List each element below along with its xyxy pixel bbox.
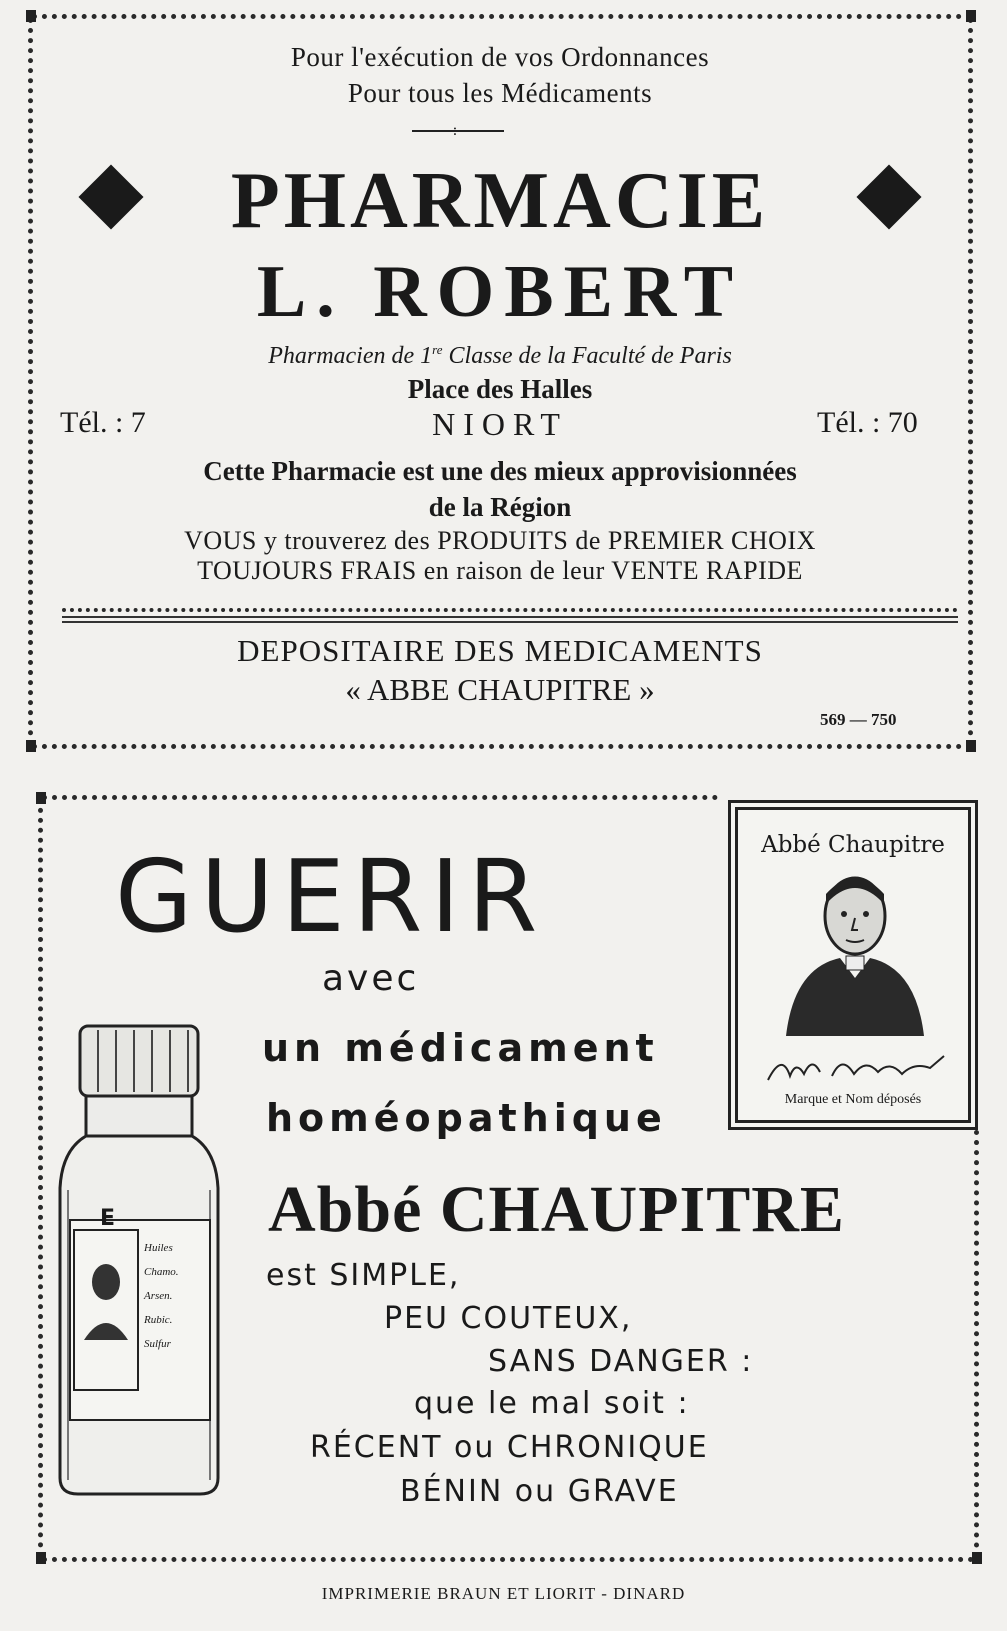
top-border	[42, 795, 718, 800]
diamond-ornament-right	[856, 164, 921, 229]
corner-ornament	[36, 792, 46, 804]
pharmacy-title: PHARMACIE	[230, 157, 770, 245]
bottle-label-line: Chamo.	[144, 1266, 179, 1278]
tel-right: Tél. : 70	[817, 406, 918, 439]
bottle-label-line: Huiles	[144, 1242, 173, 1254]
claim-benin: BÉNIN ou GRAVE	[400, 1474, 679, 1509]
qualification-sup: re	[432, 342, 443, 357]
claim-simple: est SIMPLE,	[266, 1258, 461, 1293]
intro-line-2: Pour tous les Médicaments	[347, 78, 653, 108]
depositary-line-2: « ABBE CHAUPITRE »	[345, 672, 655, 707]
reference-number: 569 — 750	[820, 710, 897, 729]
claim-line-2: de la Région	[428, 492, 572, 522]
claim-safe: SANS DANGER :	[488, 1344, 754, 1379]
tel-left: Tél. : 7	[60, 406, 146, 439]
line-avec: avec	[322, 958, 420, 999]
bottom-border	[32, 744, 972, 749]
corner-ornament	[966, 740, 976, 752]
left-border	[38, 798, 43, 1558]
qualification-pre: Pharmacien de 1	[268, 343, 433, 369]
claim-condition: que le mal soit :	[414, 1386, 690, 1421]
portrait-caption: Marque et Nom déposés	[784, 1092, 922, 1107]
claim-line-1: Cette Pharmacie est une des mieux approvisionnées	[203, 456, 797, 486]
pharmacist-name: L. ROBERT	[256, 251, 744, 333]
corner-ornament	[972, 1552, 982, 1564]
bottom-border	[42, 1557, 974, 1562]
right-border	[968, 18, 973, 746]
city: NIORT	[432, 406, 568, 442]
portrait-illustration	[780, 868, 930, 1038]
diamond-ornament-left	[78, 164, 143, 229]
line-medicament: un médicament	[262, 1026, 659, 1070]
dotted-separator	[62, 608, 958, 612]
signature-graphic	[762, 1046, 952, 1090]
bottle-label-line: Rubic.	[144, 1314, 173, 1326]
products-line-2: TOUJOURS FRAIS en raison de leur VENTE RAPIDE	[197, 556, 803, 585]
headline: GUERIR	[115, 838, 546, 955]
claim-cost: PEU COUTEUX,	[384, 1301, 633, 1336]
qualification-post: Classe de la Faculté de Paris	[442, 343, 732, 369]
line-homeopathique: homéopathique	[266, 1096, 667, 1140]
brand-name: Abbé CHAUPITRE	[268, 1173, 845, 1246]
top-border	[32, 14, 972, 19]
corner-ornament	[26, 740, 36, 752]
double-line-separator	[62, 616, 958, 623]
corner-ornament	[36, 1552, 46, 1564]
right-border	[974, 1130, 979, 1558]
corner-ornament	[966, 10, 976, 22]
bottle-label-line: Sulfur	[144, 1338, 171, 1350]
depositary-line-1: DEPOSITAIRE DES MEDICAMENTS	[237, 633, 763, 668]
bottle-illustration	[50, 1020, 230, 1500]
bottle-tag: E	[100, 1206, 116, 1231]
portrait-title: Abbé Chaupitre	[761, 832, 945, 858]
bottle-label-text	[144, 1236, 179, 1356]
printer-credit: IMPRIMERIE BRAUN ET LIORIT - DINARD	[321, 1584, 686, 1603]
products-line-1: VOUS y trouverez des PRODUITS de PREMIER CHOIX	[184, 526, 816, 555]
qualification	[100, 342, 900, 370]
left-border	[28, 18, 33, 746]
divider-dot: :	[452, 122, 458, 139]
claim-recent: RÉCENT ou CHRONIQUE	[310, 1430, 709, 1465]
address: Place des Halles	[407, 374, 593, 404]
bottle-label-line: Arsen.	[144, 1290, 173, 1302]
corner-ornament	[26, 10, 36, 22]
intro-line-1: Pour l'exécution de vos Ordonnances	[290, 42, 710, 72]
